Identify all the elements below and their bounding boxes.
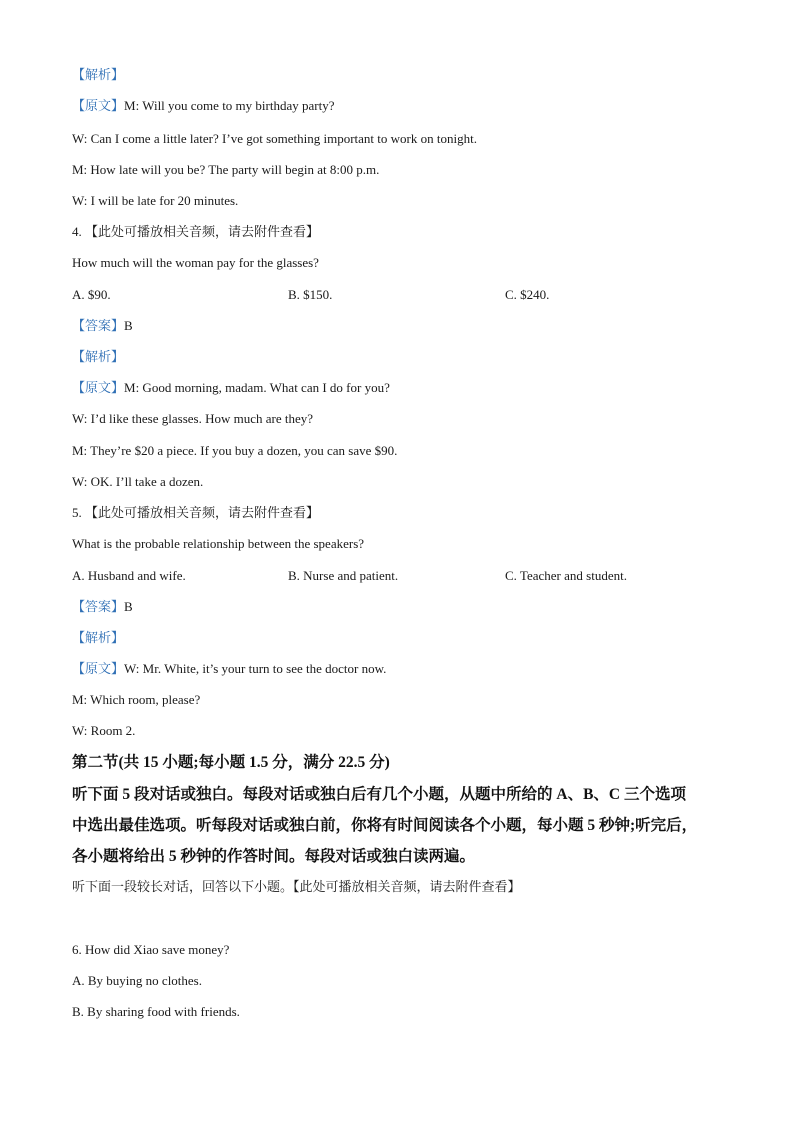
section-2-instructions: 听下面 5 段对话或独白。每段对话或独白后有几个小题，从题中所给的 A、B、C 三个选项	[72, 786, 686, 803]
transcript-text: W: Mr. White, it’s your turn to see the doctor now.	[124, 661, 387, 676]
dialogue-line: W: I will be late for 20 minutes.	[72, 193, 239, 208]
question-5-option-c: C. Teacher and student.	[505, 568, 627, 583]
question-4-option-a: A. $90.	[72, 287, 111, 302]
answer-value: B	[124, 599, 133, 614]
transcript-text: M: Will you come to my birthday party?	[124, 98, 335, 113]
question-6-option-b: B. By sharing food with friends.	[72, 1004, 240, 1019]
answer-tag: 【答案】	[72, 318, 125, 333]
dialogue-line: W: OK. I’ll take a dozen.	[72, 474, 204, 489]
question-5-text: What is the probable relationship between the speakers?	[72, 536, 365, 551]
section-2-title: 第二节(共 15 小题;每小题 1.5 分，满分 22.5 分)	[72, 754, 390, 771]
section-2-instructions: 中选出最佳选项。听每段对话或独白前，你将有时间阅读各个小题，每小题 5 秒钟;听完后，	[72, 817, 698, 834]
answer-4	[72, 318, 133, 334]
answer-tag: 【答案】	[72, 599, 125, 614]
transcript-line	[72, 661, 386, 677]
answer-5	[72, 599, 133, 615]
transcript-tag: 【原文】	[72, 661, 125, 676]
question-4-option-b: B. $150.	[288, 287, 333, 302]
question-6-option-a: A. By buying no clothes.	[72, 973, 202, 988]
listen-instruction-audio-link[interactable]: 听下面一段较长对话，回答以下小题。【此处可播放相关音频，请去附件查看】	[72, 879, 521, 894]
transcript-line	[72, 98, 334, 114]
question-5-option-a: A. Husband and wife.	[72, 568, 186, 583]
dialogue-line: W: Can I come a little later? I’ve got something important to work on tonight.	[72, 131, 477, 146]
dialogue-line: W: Room 2.	[72, 723, 136, 738]
dialogue-line: W: I’d like these glasses. How much are they?	[72, 411, 314, 426]
transcript-tag: 【原文】	[72, 98, 125, 113]
dialogue-line: M: They’re $20 a piece. If you buy a dozen, you can save $90.	[72, 443, 398, 458]
transcript-line	[72, 380, 390, 396]
question-4-option-c: C. $240.	[505, 287, 550, 302]
transcript-tag: 【原文】	[72, 380, 125, 395]
question-4-audio-link[interactable]: 4. 【此处可播放相关音频，请去附件查看】	[72, 224, 320, 239]
transcript-text: M: Good morning, madam. What can I do for you?	[124, 380, 390, 395]
dialogue-line: M: Which room, please?	[72, 692, 201, 707]
section-2-instructions: 各小题将给出 5 秒钟的作答时间。每段对话或独白读两遍。	[72, 848, 476, 865]
analysis-label: 【解析】	[72, 630, 125, 645]
question-5-audio-link[interactable]: 5. 【此处可播放相关音频，请去附件查看】	[72, 505, 320, 520]
question-5-option-b: B. Nurse and patient.	[288, 568, 399, 583]
question-6-text: 6. How did Xiao save money?	[72, 942, 230, 957]
question-4-text: How much will the woman pay for the glasses?	[72, 255, 319, 270]
dialogue-line: M: How late will you be? The party will begin at 8:00 p.m.	[72, 162, 380, 177]
answer-value: B	[124, 318, 133, 333]
analysis-label: 【解析】	[72, 67, 125, 82]
analysis-label: 【解析】	[72, 349, 125, 364]
